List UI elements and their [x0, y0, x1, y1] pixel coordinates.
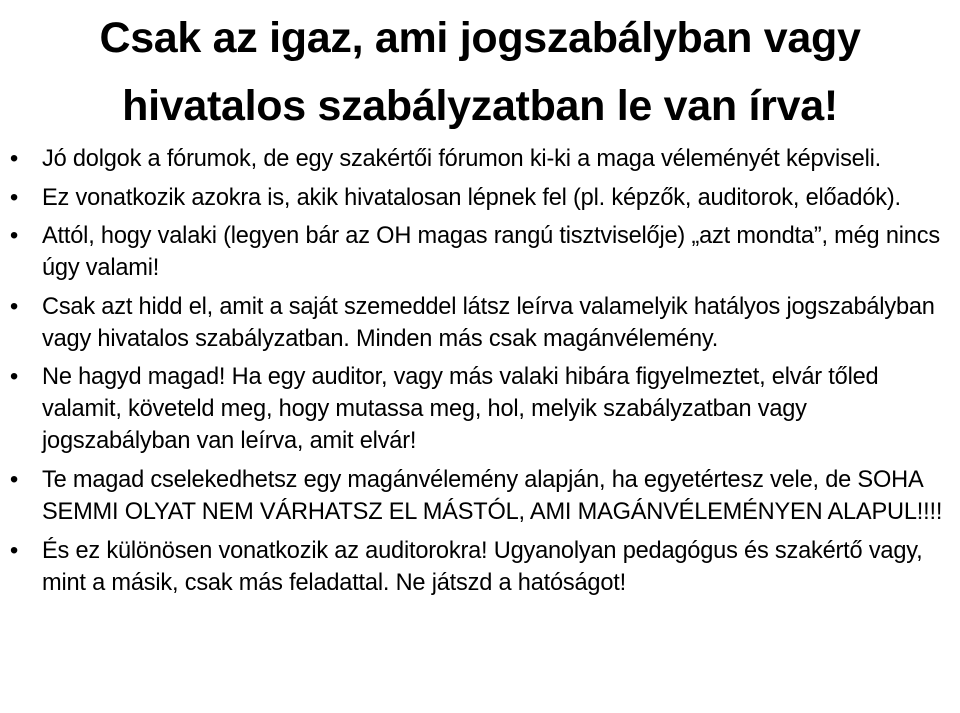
bullet-item-6 [0, 464, 960, 528]
bullet-dot-icon: • [9, 183, 19, 211]
bullet-item-5 [0, 361, 960, 457]
bullet-dot-icon: • [9, 465, 19, 493]
bullet-text: Jó dolgok a fórumok, de egy szakértői fórumon ki-ki a maga véleményét képviseli. [42, 146, 882, 172]
bullet-text: Ne hagyd magad! Ha egy auditor, vagy más valaki hibára figyelmeztet, elvár tőled valamit, követeld meg, hogy mutassa meg, hol, melyik szabályzatban vagy jogszabályban van leírva, amit elvár! [42, 364, 879, 455]
bullet-item-7 [0, 535, 960, 599]
bullet-dot-icon: • [9, 536, 19, 564]
bullet-text: Attól, hogy valaki (legyen bár az OH magas rangú tisztviselője) „azt mondta”, még nincs úgy valami! [42, 223, 940, 282]
bullet-dot-icon: • [9, 363, 19, 391]
bullet-dot-icon: • [9, 222, 19, 250]
bullet-text: Ez vonatkozik azokra is, akik hivatalosan lépnek fel (pl. képzők, auditorok, előadók). [42, 184, 901, 211]
bullet-text: És ez különösen vonatkozik az auditorokra! Ugyanolyan pedagógus és szakértő vagy, mint a másik, csak más feladattal. Ne játszd a hatóságot! [42, 537, 923, 596]
slide-title-line-1: Csak az igaz, ami jogszabályban vagy [99, 14, 861, 62]
bullet-dot-icon: • [9, 292, 19, 320]
slide-title-line-2: hivatalos szabályzatban le van írva! [122, 82, 838, 130]
bullet-item-2 [0, 182, 960, 214]
bullet-item-3 [0, 220, 960, 284]
slide-title [0, 0, 960, 140]
bullet-dot-icon: • [9, 145, 19, 172]
bullet-text: Te magad cselekedhetsz egy magánvélemény alapján, ha egyetértesz vele, de SOHA SEMMI OLYAT NEM VÁRHATSZ EL MÁSTÓL, AMI MAGÁNVÉLEMÉNYEN ALAPUL!!!! [42, 466, 943, 525]
bullet-item-4 [0, 291, 960, 355]
bullet-item-1 [0, 143, 960, 175]
bullet-list [0, 143, 960, 605]
bullet-text: Csak azt hidd el, amit a saját szemeddel látsz leírva valamelyik hatályos jogszabályban vagy hivatalos szabályzatban. Minden más csak magánvélemény. [42, 293, 935, 352]
